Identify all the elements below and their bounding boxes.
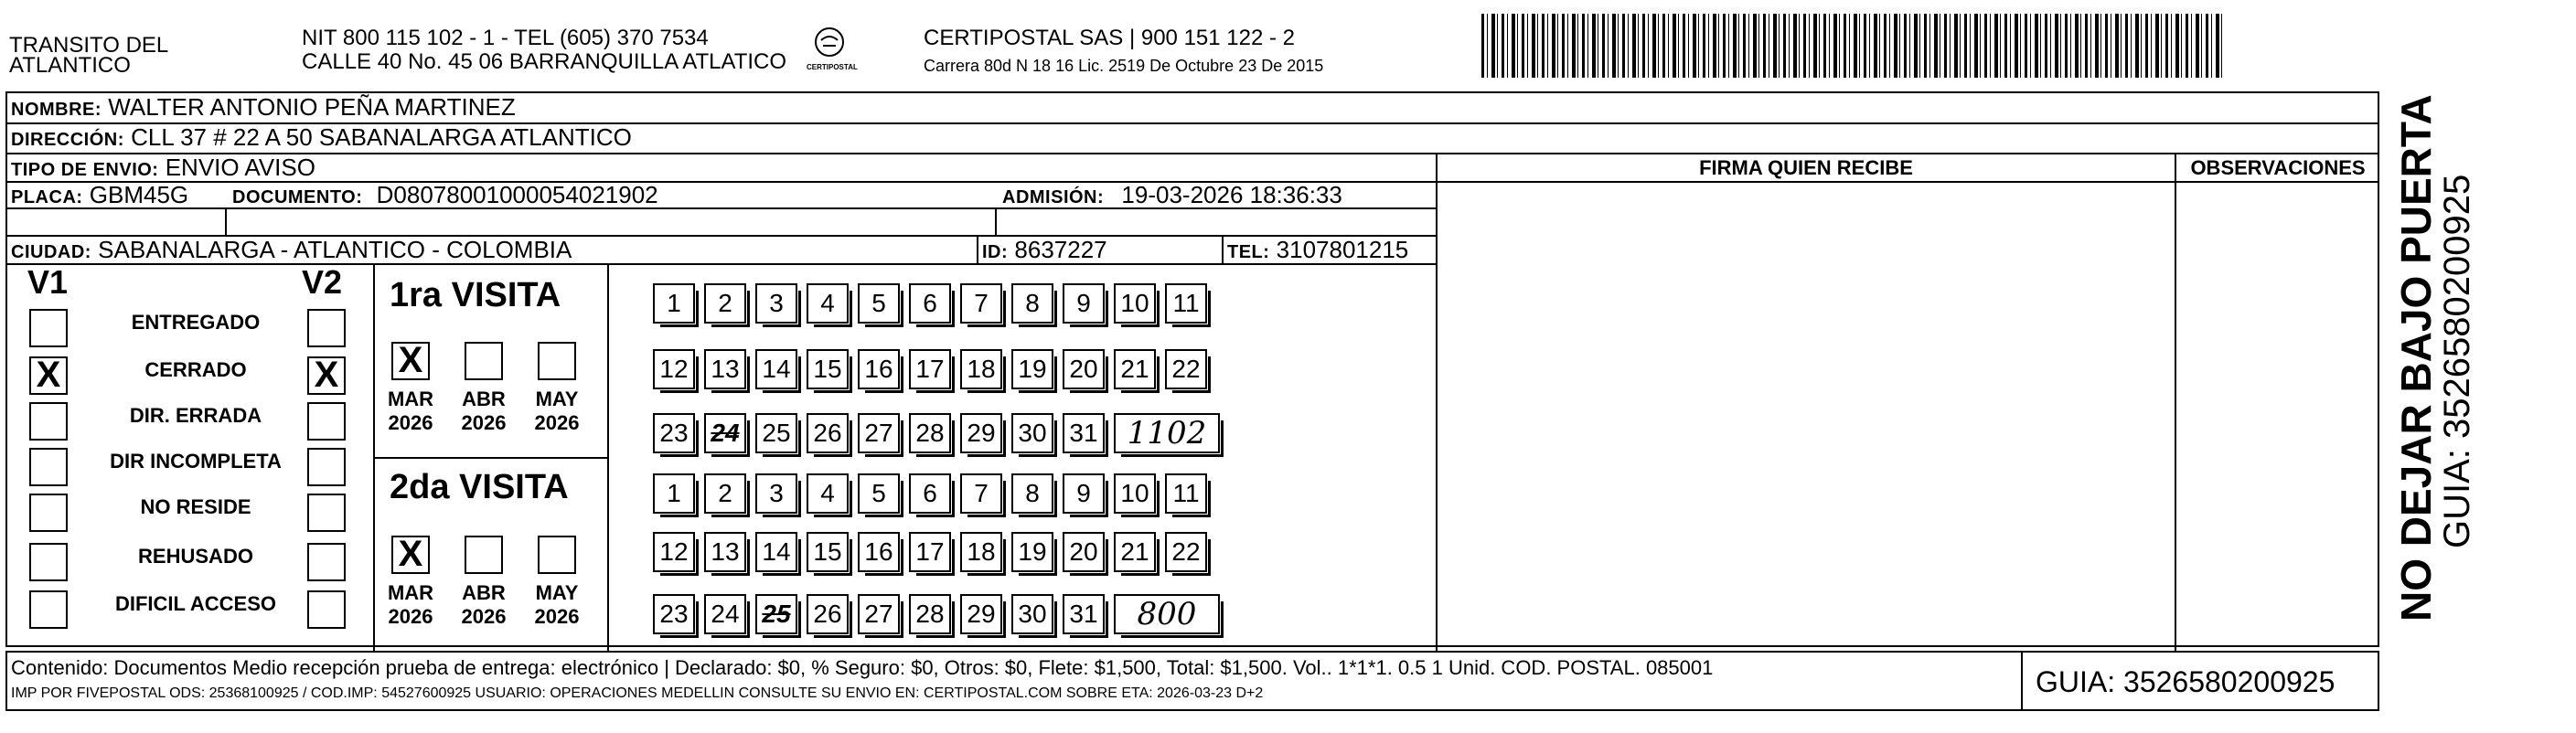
signature-header: FIRMA QUIEN RECIBE [1699,156,1913,179]
reason-label: ENTREGADO [131,311,261,334]
first-visit-day-box[interactable]: 31 [1063,413,1105,453]
frame-edge [5,651,7,711]
recipient-name-row [11,93,516,123]
second-visit-day-box[interactable]: 16 [858,532,900,572]
recipient-name: WALTER ANTONIO PEÑA MARTINEZ [108,93,516,121]
sender-name-line2: ATLANTICO [9,53,131,78]
admission-date: 19-03-2026 18:36:33 [1121,181,1342,208]
second-visit-month-checkbox[interactable] [465,536,503,574]
row-divider [5,651,2379,653]
second-visit-day-box[interactable]: 23 [653,594,695,634]
first-visit-day-box[interactable]: 15 [807,349,849,389]
column-divider [225,208,227,236]
courier-logo-text: CERTIPOSTAL [807,63,858,71]
first-visit-day-box[interactable]: 19 [1011,349,1053,389]
month-year: 2026 [534,411,580,434]
address-label: DIRECCIÓN: [11,130,124,150]
recipient-address: CLL 37 # 22 A 50 SABANALARGA ATLANTICO [131,123,632,151]
plate-label: PLACA: [11,187,83,207]
column-divider [2021,653,2023,711]
second-visit-day-box[interactable]: 30 [1011,594,1053,634]
courier-logo-icon [813,26,846,58]
month-year: 2026 [388,605,433,628]
first-visit-day-box[interactable]: 25 [755,413,797,453]
courier-logo [807,26,858,72]
first-visit-time-box[interactable]: 1102 [1114,413,1220,453]
first-visit-day-box[interactable]: 5 [858,283,900,324]
first-visit-day-box[interactable]: 29 [960,413,1002,453]
document-number: D08078001000054021902 [376,181,658,208]
frame-edge [2378,651,2379,711]
v1-label: V1 [27,263,69,301]
first-visit-day-box[interactable]: 17 [909,349,951,389]
second-visit-day-box[interactable]: 26 [807,594,849,634]
month-name: MAY [535,388,579,410]
second-visit-day-box[interactable]: 28 [909,594,951,634]
v1-checkbox[interactable] [29,494,68,532]
column-divider [1436,154,1438,651]
second-visit-day-box[interactable]: 10 [1114,473,1156,514]
second-visit-day-box[interactable]: 19 [1011,532,1053,572]
document-label: DOCUMENTO: [232,187,363,207]
first-visit-day-box[interactable]: 9 [1063,283,1105,324]
month-name: MAR [387,388,434,410]
guia-footer: GUIA: 3526580200925 [2036,665,2336,698]
month-year: 2026 [534,605,580,628]
id-label: ID: [982,242,1009,262]
row-divider [375,457,609,459]
first-visit-day-box[interactable]: 26 [807,413,849,453]
document-row [232,181,658,211]
v2-checkbox[interactable] [307,309,346,347]
first-visit-day-box[interactable]: 12 [653,349,695,389]
first-visit-day-box[interactable]: 6 [909,283,951,324]
first-visit-day-box[interactable]: 22 [1165,349,1207,389]
second-visit-day-box[interactable]: 13 [704,532,746,572]
second-visit-month-checkbox[interactable] [538,536,576,574]
v1-checkbox[interactable] [29,590,68,629]
month-name: ABR [462,388,506,410]
month-year: 2026 [461,605,507,628]
reason-label: DIFICIL ACCESO [114,592,276,615]
plate: GBM45G [89,181,189,208]
first-visit-title: 1ra VISITA [390,276,561,314]
second-visit-title: 2da VISITA [390,468,569,506]
second-visit-day-box[interactable]: 6 [909,473,951,514]
first-visit-day-box[interactable]: 1 [653,283,695,324]
first-visit-month-checkbox[interactable] [538,342,576,380]
first-visit-month-checkbox[interactable]: X [391,342,430,380]
second-visit-day-box[interactable]: 2 [704,473,746,514]
column-divider [977,236,978,263]
second-visit-day-box[interactable]: 1 [653,473,695,514]
first-visit-day-box[interactable]: 27 [858,413,900,453]
column-divider [2175,154,2176,651]
column-divider [1222,236,1224,263]
v2-label: V2 [302,263,343,301]
second-visit-day-box[interactable]: 5 [858,473,900,514]
first-visit-day-box[interactable]: 28 [909,413,951,453]
no-dejar-bajo-puerta: NO DEJAR BAJO PUERTA [2392,94,2440,621]
admission-label: ADMISIÓN: [1002,187,1105,207]
first-visit-day-box[interactable]: 8 [1011,283,1053,324]
v2-checkbox[interactable] [307,543,346,581]
city-label: CIUDAD: [11,242,91,262]
first-visit-month-checkbox[interactable] [465,342,503,380]
reason-label: CERRADO [144,358,247,381]
v1-checkbox[interactable] [29,448,68,486]
v1-checkbox[interactable] [29,402,68,441]
v1-checkbox[interactable] [29,309,68,347]
second-visit-day-box[interactable]: 24 [704,594,746,634]
month-name: ABR [462,581,506,604]
reason-label: NO RESIDE [140,495,251,518]
v2-checkbox[interactable]: X [307,356,346,395]
sender-name-line1: TRANSITO DEL [9,33,169,58]
first-visit-day-box[interactable]: 20 [1063,349,1105,389]
send-type: ENVIO AVISO [165,154,315,181]
first-visit-day-box[interactable]: 14 [755,349,797,389]
first-visit-day-box[interactable]: 21 [1114,349,1156,389]
second-visit-day-box[interactable]: 18 [960,532,1002,572]
v2-checkbox[interactable] [307,590,346,629]
month-year: 2026 [461,411,507,434]
second-visit-day-box[interactable]: 7 [960,473,1002,514]
imp-line: IMP POR FIVEPOSTAL ODS: 25368100925 / COD.IMP: 54527600925 USUARIO: OPERACIONES MEDELLIN CONSULTE SU ENVIO EN: CERTIPOSTAL.COM SOBRE ETA: 2026-03-23 D+2 [11,685,1264,701]
send-type-row [11,154,315,184]
second-visit-day-box[interactable]: 15 [807,532,849,572]
first-visit-day-box[interactable]: 18 [960,349,1002,389]
barcode [1481,14,2222,78]
first-visit-day-box[interactable]: 11 [1165,283,1207,324]
city-row [11,236,572,266]
second-visit-day-box[interactable]: 31 [1063,594,1105,634]
id-row [982,236,1107,266]
city: SABANALARGA - ATLANTICO - COLOMBIA [98,236,572,263]
second-visit-day-box[interactable]: 12 [653,532,695,572]
sender-nit: NIT 800 115 102 - 1 - TEL (605) 370 7534 [302,26,709,50]
second-visit-day-box[interactable]: 3 [755,473,797,514]
courier-address: Carrera 80d N 18 16 Lic. 2519 De Octubre 23 De 2015 [924,57,1324,75]
first-visit-day-box[interactable]: 2 [704,283,746,324]
first-visit-day-box[interactable]: 16 [858,349,900,389]
second-visit-day-box[interactable]: 27 [858,594,900,634]
tel-number: 3107801215 [1276,236,1409,263]
second-visit-day-box[interactable]: 25 [755,594,797,634]
second-visit-month-checkbox[interactable]: X [391,536,430,574]
v2-checkbox[interactable] [307,494,346,532]
month-year: 2026 [388,411,433,434]
first-visit-day-box[interactable]: 10 [1114,283,1156,324]
first-visit-day-box[interactable]: 24 [704,413,746,453]
name-label: NOMBRE: [11,100,102,120]
first-visit-day-box[interactable]: 23 [653,413,695,453]
reason-label: DIR INCOMPLETA [110,450,282,473]
plate-row [11,181,188,211]
second-visit-day-box[interactable]: 17 [909,532,951,572]
first-visit-day-box[interactable]: 13 [704,349,746,389]
tel-row [1227,236,1408,266]
v2-checkbox[interactable] [307,402,346,441]
second-visit-day-box[interactable]: 14 [755,532,797,572]
row-divider [5,709,2379,711]
second-visit-day-box[interactable]: 22 [1165,532,1207,572]
sender-address: CALLE 40 No. 45 06 BARRANQUILLA ATLATICO [302,49,787,74]
second-visit-day-box[interactable]: 4 [807,473,849,514]
second-visit-time-box[interactable]: 800 [1114,594,1220,634]
recipient-address-row [11,123,632,154]
content-line: Contenido: Documentos Medio recepción prueba de entrega: electrónico | Declarado: $0, % Seguro: $0, Otros: $0, Flete: $1,500, Total: $1,500. Vol.. 1*1*1. 0.5 1 Unid. COD. POSTAL. 085001 [11,656,1714,679]
send-type-label: TIPO DE ENVIO: [11,160,159,180]
reason-label: REHUSADO [138,545,253,568]
first-visit-day-box[interactable]: 3 [755,283,797,324]
courier-name: CERTIPOSTAL SAS | 900 151 122 - 2 [924,26,1295,50]
v2-checkbox[interactable] [307,448,346,486]
second-visit-day-box[interactable]: 9 [1063,473,1105,514]
first-visit-day-box[interactable]: 30 [1011,413,1053,453]
tel-label: TEL: [1227,242,1270,262]
first-visit-day-box[interactable]: 7 [960,283,1002,324]
id-number: 8637227 [1014,236,1107,263]
guia-vertical: GUIA: 3526580200925 [2437,174,2477,548]
second-visit-day-box[interactable]: 11 [1165,473,1207,514]
v1-checkbox[interactable] [29,543,68,581]
v1-checkbox[interactable]: X [29,356,68,395]
month-name: MAR [387,581,434,604]
first-visit-day-box[interactable]: 4 [807,283,849,324]
second-visit-day-box[interactable]: 29 [960,594,1002,634]
second-visit-day-box[interactable]: 21 [1114,532,1156,572]
second-visit-day-box[interactable]: 20 [1063,532,1105,572]
admission-row [1002,181,1342,211]
reason-label: DIR. ERRADA [129,404,262,427]
second-visit-day-box[interactable]: 8 [1011,473,1053,514]
column-divider [995,208,997,236]
observations-header: OBSERVACIONES [2190,156,2366,179]
month-name: MAY [535,581,579,604]
